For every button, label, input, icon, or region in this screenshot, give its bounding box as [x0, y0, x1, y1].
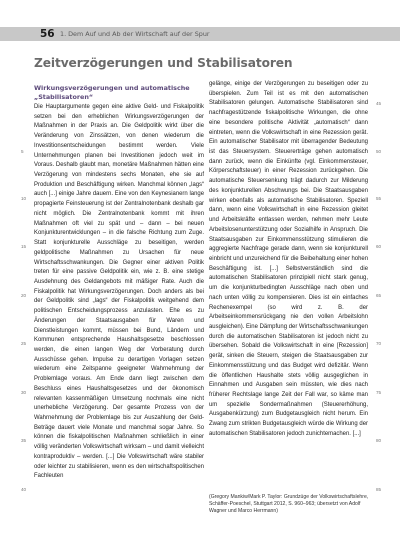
right-column-body: gelänge, einige der Verzögerungen zu beseitigen oder zu überspielen. Zum Teil ist es mit den automatischen Stabilisatoren gelungen. Automatische Stabilisatoren sind nachfragestützende fiskalpolitische Wirkungen, die ohne eine besondere politische Aktivität „automatisch“ dann eintreten, wenn die Volkswirtschaft in eine Rezession gerät. Ein automatischer Stabilisator mit überragender Bedeutung ist das Steuersystem. Steuererträge gehen automatisch dann zurück, wenn die Einkünfte (vgl. Einkommensteuer, Körperschaftsteuer) in einer Rezession zurückgehen. Die automatische Steuersenkung trägt dadurch zur Milderung des konjunkturellen Abschwungs bei. Die Staatsausgaben wirken ebenfalls als automatische Stabilisatoren. Speziell dann, wenn eine Volkswirtschaft in eine Rezession gleitet und Arbeitskräfte entlassen werden, nehmen mehr Leute Arbeitslosenunterstützung oder Sozialhilfe in Anspruch. Die Staatsausgaben zur Einkommensstützung stimulieren die aggregierte Nachfrage gerade dann, wenn sie konjunkturell einbricht und unzureichend für die Beibehaltung einer hohen Beschäftigung ist. [...] Selbstverständlich sind die automatischen Stabilisatoren prinzipiell nicht stark genug, um die konjunkturbedingten Ausschläge nach oben und nach unten völlig zu kompensieren. Dies ist ein einfaches Rechenexempel (so wird z. B. der Arbeitseinkommensrückgang nie den vollen Arbeitslohn ausgleichen). Eine Dämpfung der Wirtschaftsschwankungen durch die automatischen Stabilisatoren ist jedoch nicht zu übersehen. Sobald die Volkswirtschaft in eine [Rezession] gerät, sinken die Steuern, steigen die Staatsausgaben zur Einkommensstützung und das Budget wird defizitär. Wenn die öffentlichen Haushalte stets völlig ausgeglichen in Einnahmen und Ausgaben sein müssten, wie dies nach früherer Rechtslage lange Zeit der Fall war, so käme man um spezielle Sondermaßnahmen (Steuererhöhung, Ausgabenkürzung) zum Budgetausgleich nicht herum. Ein Zwang zum strikten Budgetausgleich würde die Wirkung der automatischen Stabilisatoren jedoch zunichtemachen. [...]	[209, 81, 368, 437]
line-number: 35	[21, 438, 27, 443]
line-number: 85	[376, 487, 382, 492]
section-heading-line-2: „Stabilisatoren“	[34, 93, 94, 101]
line-number: 5	[21, 149, 24, 154]
page-number: 56	[40, 28, 55, 40]
main-title: Zeitverzögerungen und Stabilisatoren	[34, 56, 293, 70]
line-number: 20	[21, 293, 27, 298]
section-heading	[34, 84, 204, 102]
left-column-text	[34, 103, 204, 482]
line-number: 65	[376, 293, 382, 298]
line-number: 80	[376, 438, 382, 443]
line-number: 40	[21, 487, 27, 492]
right-column-text	[209, 80, 368, 440]
line-number: 30	[21, 390, 27, 395]
line-number: 70	[376, 341, 382, 346]
line-number: 45	[376, 101, 382, 106]
source-note: (Gregory Mankiw/Mark P. Taylor: Grundzüge der Volkswirtschaftslehre, Schäffer-Poeschel, Stuttgart 2012, S. 960–963; übersetzt von Adolf Wagner und Marco Herrmann)	[209, 494, 369, 515]
line-number: 50	[376, 149, 382, 154]
line-number: 60	[376, 244, 382, 249]
line-number: 15	[21, 244, 27, 249]
line-number: 75	[376, 390, 382, 395]
left-column-body: Die Hauptargumente gegen eine aktive Geld- und Fiskalpolitik setzen bei den erheblichen Wirkungsverzögerungen der Maßnahmen in der Praxis an. Die Geldpolitik wirkt über die Veränderung von Zinssätzen, von denen wiederum die Investitionsentscheidungen bestimmt werden. Viele Unternehmungen planen bei Investitionen jedoch weit im Voraus. Deshalb glaubt man, monetäre Maßnahmen hätten eine Verzögerung von mindestens sechs Monaten, ehe sie auf Produktion und Beschäftigung wirken. Manchmal können „lags“ auch [...] einige Jahre dauern. Eine von den Keynesianern lange propagierte Feinsteuerung ist der Zentralnotenbank deshalb gar nicht möglich. Die Zentralnotenbank kommt mit ihren Maßnahmen oft viel zu spät und – dann – bei neuen Konjunkturentwicklungen – in die falsche Richtung zum Zuge. Statt konjunkturelle Ausschläge zu beseitigen, werden geldpolitische Maßnahmen zu Ursachen für neue Wirtschaftsschwankungen. Die Gegner einer aktiven Politik treten für eine passive Geldpolitik ein, wie z. B. eine stetige Ausdehnung des Geldangebots mit mäßiger Rate. Auch die Fiskalpolitik hat Wirkungsverzögerungen. Doch anders als bei der Geldpolitik sind „lags“ der Fiskalpolitik weitgehend dem politischen Entscheidungsprozess anzulasten. Ehe es zu Änderungen der Staatsausgaben für Waren und Dienstleistungen kommt, müssen bei Bund, Ländern und Kommunen entsprechende Haushaltsgesetze beschlossen werden, die einen langen Weg der Vorberatung durch Ausschüsse gehen. Impulse zu derartigen Vorlagen setzen wiederum eine Zeitspanne geeigneter Wahrnehmung der Problemlage voraus. Am Ende dann liegt zwischen dem Beschluss eines Haushaltsgesetzes und der ökonomisch relevanten kassenmäßigen Umsetzung nochmals eine nicht unerhebliche Verzögerung. Der gesamte Prozess von der Wahrnehmung der Problemlage bis zur Auszahlung der Geld-Beträge dauert viele Monate und manchmal sogar Jahre. So können die fiskalpolitischen Maßnahmen schließlich in einer völlig veränderten Volkswirtschaft wirksam – und damit vielleicht kontraproduktiv – werden. [...] Die Volkswirtschaft wäre stabiler oder leichter zu stabilisieren, wenn es den wirtschaftspolitischen Fachleuten	[34, 104, 204, 480]
line-number: 25	[21, 341, 27, 346]
chapter-title: 1. Dem Auf und Ab der Wirtschaft auf der Spur	[60, 30, 210, 38]
line-number: 55	[376, 196, 382, 201]
line-number: 10	[21, 196, 27, 201]
section-heading-line-1: Wirkungsverzögerungen und automatische	[34, 84, 190, 92]
